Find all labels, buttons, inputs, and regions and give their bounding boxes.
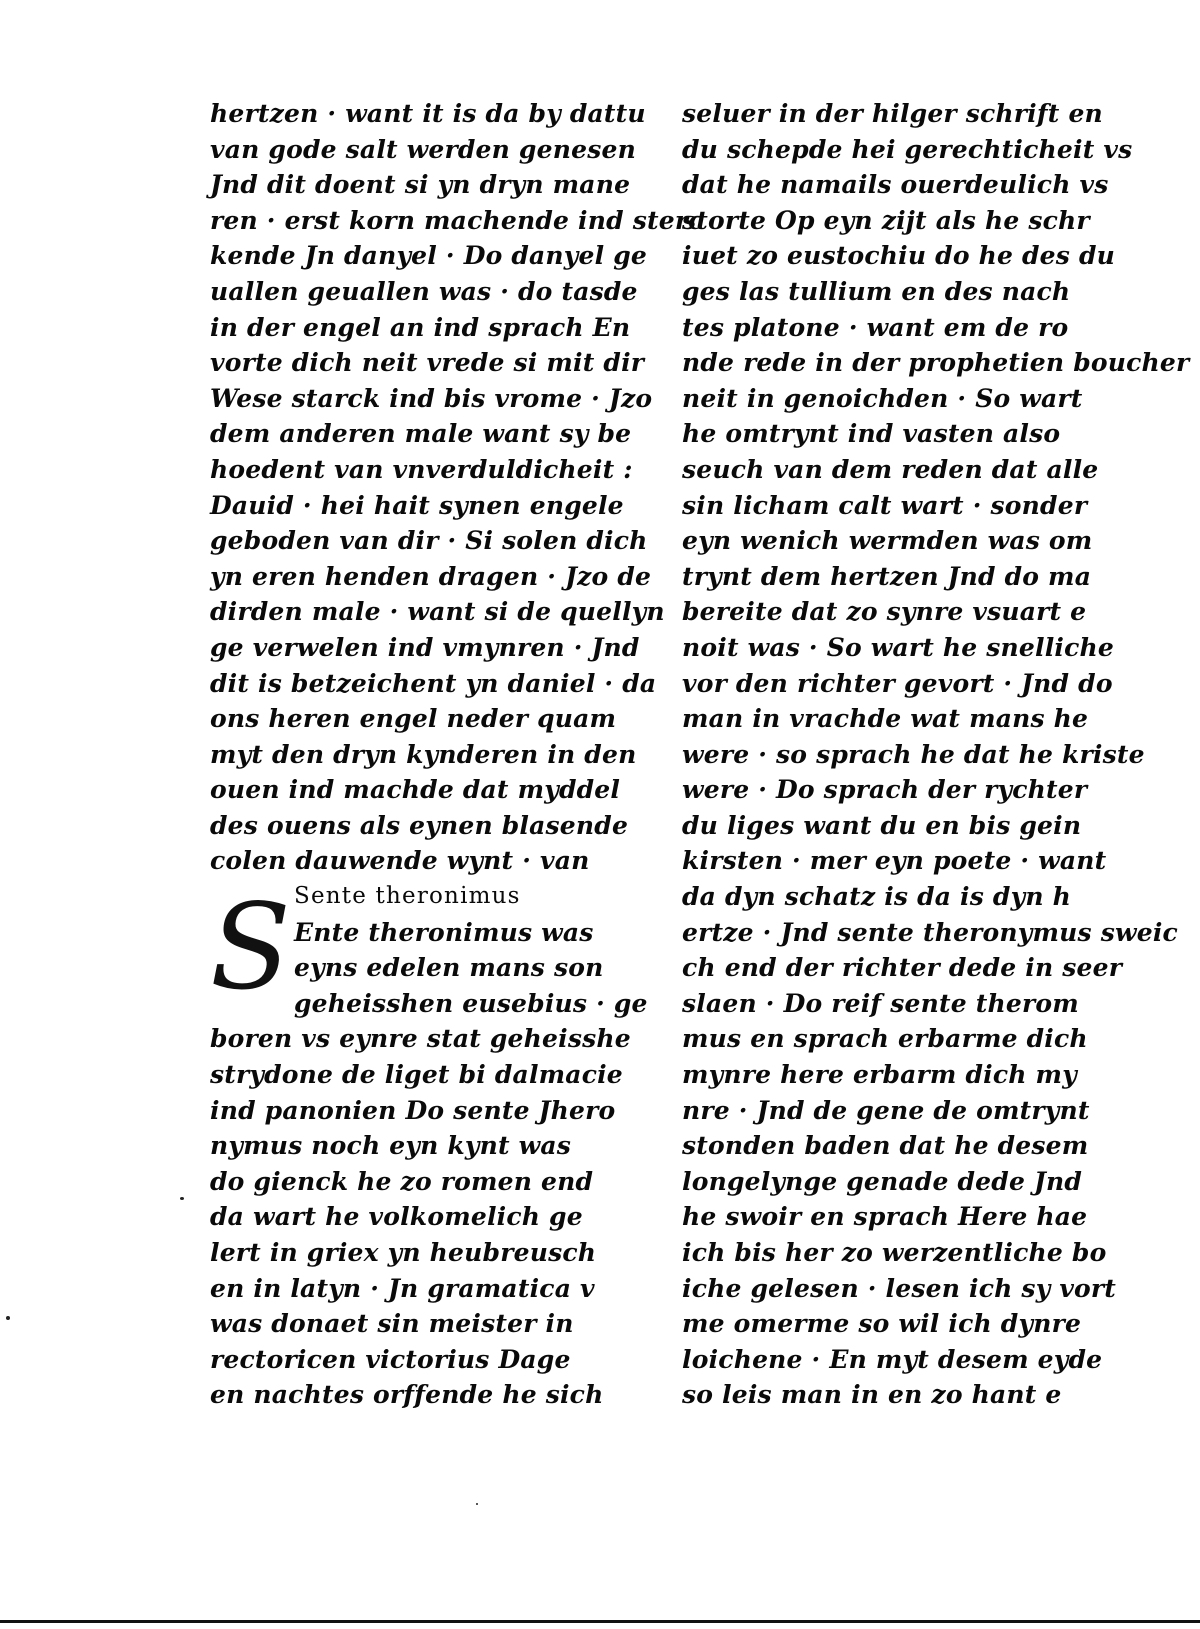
section-heading: Sente theronimus: [294, 883, 521, 910]
text-line: ges las tullium en des nach: [682, 276, 1071, 306]
text-line: yn eren henden dragen · Jzo de: [210, 561, 652, 591]
drop-initial-block: [210, 879, 650, 1021]
scan-bottom-edge: [0, 1620, 1200, 1623]
text-line: geboden van dir · Si solen dich: [210, 526, 648, 556]
text-line: stonden baden dat he desem: [682, 1131, 1089, 1161]
text-line: ertze · Jnd sente theronymus sweic: [682, 917, 1178, 947]
text-line: ind panonien Do sente Jhero: [210, 1095, 616, 1125]
text-line: dit is betzeichent yn daniel · da: [210, 668, 657, 698]
text-line: seuch van dem reden dat alle: [682, 454, 1099, 484]
text-line: ch end der richter dede in seer: [682, 953, 1123, 983]
text-line: ouen ind machde dat myddel: [210, 775, 621, 805]
text-line: neit in genoichden · So wart: [682, 383, 1083, 413]
text-line: me omerme so wil ich dynre: [682, 1309, 1082, 1339]
text-line: du schepde hei gerechticheit vs: [682, 134, 1133, 164]
text-line: tes platone · want em de ro: [682, 312, 1069, 342]
text-line: kende Jn danyel · Do danyel ge: [210, 241, 648, 271]
text-line: he omtrynt ind vasten also: [682, 419, 1061, 449]
text-line: longelynge genade dede Jnd: [682, 1166, 1083, 1196]
text-line: du liges want du en bis gein: [682, 810, 1082, 840]
text-line: Dauid · hei hait synen engele: [210, 490, 624, 520]
text-line: nde rede in der prophetien boucher: [682, 348, 1190, 378]
text-line: hertzen · want it is da by dattu: [210, 99, 646, 128]
text-line: was donaet sin meister in: [210, 1309, 574, 1339]
text-line: eyn wenich wermden was om: [682, 526, 1093, 556]
text-line: nre · Jnd de gene de omtrynt: [682, 1095, 1090, 1125]
text-line: man in vrachde wat mans he: [682, 704, 1089, 734]
text-line: vorte dich neit vrede si mit dir: [210, 348, 645, 378]
text-line: dat he namails ouerdeulich vs: [682, 170, 1109, 200]
text-line: iuet zo eustochiu do he des du: [682, 241, 1116, 271]
text-line: da wart he volkomelich ge: [210, 1202, 583, 1232]
text-line: nymus noch eyn kynt was: [210, 1131, 572, 1161]
text-line: in der engel an ind sprach En: [210, 312, 631, 342]
text-line: Jnd dit doent si yn dryn mane: [210, 170, 631, 200]
text-line: strydone de liget bi dalmacie: [210, 1060, 623, 1090]
text-line: seluer in der hilger schrift en: [682, 99, 1103, 128]
text-line: vor den richter gevort · Jnd do: [682, 668, 1113, 698]
text-line: dirden male · want si de quellyn: [210, 597, 665, 627]
text-line: iche gelesen · lesen ich sy vort: [682, 1273, 1117, 1303]
text-line: myt den dryn kynderen in den: [210, 739, 637, 769]
text-line: loichene · En myt desem eyde: [682, 1344, 1103, 1374]
text-line: lert in griex yn heubreusch: [210, 1238, 597, 1267]
text-line: Ente theronimus was: [294, 917, 594, 947]
text-line: ich bis her zo werzentliche bo: [682, 1238, 1107, 1267]
text-line: mynre here erbarm dich my: [682, 1060, 1077, 1090]
ink-speck: [476, 1503, 478, 1505]
text-line: ren · erst korn machende ind sterc: [210, 205, 704, 235]
text-line: hoedent van vnverduldicheit :: [210, 454, 633, 484]
text-line: colen dauwende wynt · van: [210, 846, 590, 876]
text-line: were · so sprach he dat he kriste: [682, 739, 1145, 769]
text-line: kirsten · mer eyn poete · want: [682, 846, 1107, 876]
text-line: slaen · Do reif sente therom: [682, 988, 1079, 1018]
text-line: des ouens als eynen blasende: [210, 810, 629, 840]
ink-speck: [6, 1316, 10, 1320]
text-line: ons heren engel neder quam: [210, 704, 617, 734]
text-line: Wese starck ind bis vrome · Jzo: [210, 383, 653, 413]
text-line: en nachtes orffende he sich: [210, 1380, 604, 1410]
text-line: mus en sprach erbarme dich: [682, 1024, 1088, 1054]
text-line: noit was · So wart he snelliche: [682, 632, 1115, 662]
text-line: so leis man in en zo hant e: [682, 1380, 1062, 1410]
ink-speck: [180, 1197, 184, 1200]
text-line: da dyn schatz is da is dyn h: [682, 882, 1071, 912]
text-line: do gienck he zo romen end: [210, 1166, 594, 1196]
right-text-column: [682, 96, 1190, 1413]
text-line: trynt dem hertzen Jnd do ma: [682, 561, 1092, 591]
left-text-column: [210, 96, 704, 1413]
text-line: dem anderen male want sy be: [210, 419, 632, 449]
text-line: eyns edelen mans son: [294, 953, 604, 983]
text-line: bereite dat zo synre vsuart e: [682, 597, 1087, 627]
text-line: rectoricen victorius Dage: [210, 1344, 571, 1374]
text-line: were · Do sprach der rychter: [682, 775, 1088, 805]
text-line: storte Op eyn zijt als he schr: [682, 205, 1090, 235]
drop-initial-letter: S: [210, 878, 291, 1017]
text-line: uallen geuallen was · do tasde: [210, 276, 638, 306]
text-line: boren vs eynre stat geheisshe: [210, 1024, 631, 1054]
text-line: he swoir en sprach Here hae: [682, 1202, 1088, 1232]
text-line: geheisshen eusebius · ge: [294, 988, 648, 1018]
text-line: van gode salt werden genesen: [210, 134, 636, 164]
text-line: en in latyn · Jn gramatica v: [210, 1273, 595, 1303]
text-line: sin licham calt wart · sonder: [682, 490, 1088, 520]
text-line: ge verwelen ind vmynren · Jnd: [210, 632, 640, 662]
